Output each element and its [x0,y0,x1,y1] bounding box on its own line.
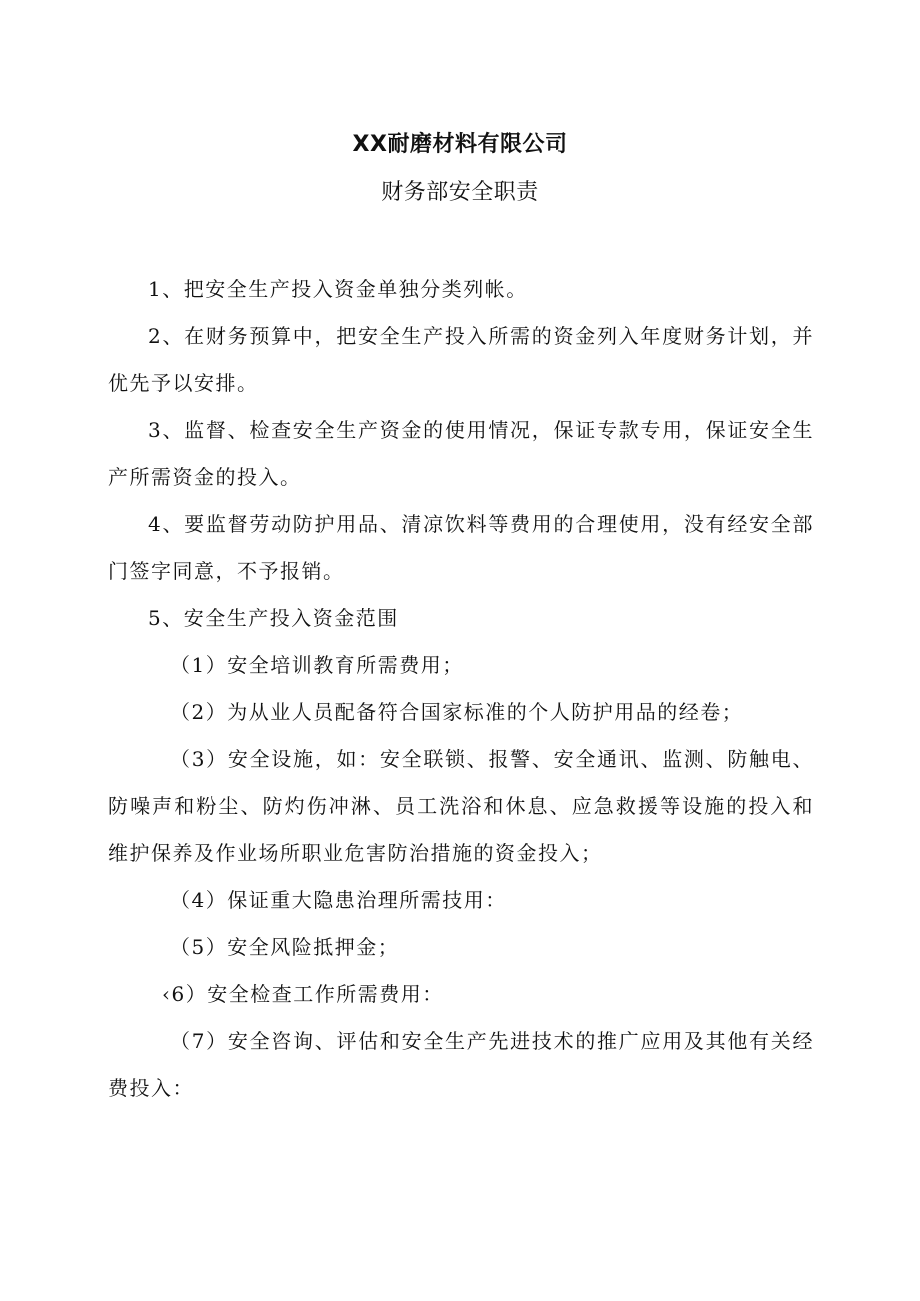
sub-item-2: （2）为从业人员配备符合国家标准的个人防护用品的经卷； [170,700,744,724]
item-2: 2、在财务预算中，把安全生产投入所需的资金列入年度财务计划，并优先予以安排。 [108,324,814,395]
sub-item-5: （5）安全风险抵押金； [170,935,400,959]
item-1: 1、把安全生产投入资金单独分类列帐。 [148,277,528,301]
document-title: 财务部安全职责 [381,180,539,205]
sub-item-7: （7）安全咨询、评估和安全生产先进技术的推广应用及其他有关经费投入： [108,1029,814,1100]
document-body [108,266,814,1112]
item-4: 4、要监督劳动防护用品、清凉饮料等费用的合理使用，没有经安全部门签字同意，不予报销。 [108,512,814,583]
sub-item-1: （1）安全培训教育所需费用； [170,653,464,677]
sub-item-3: （3）安全设施，如：安全联锁、报警、安全通讯、监测、防触电、防噪声和粉尘、防灼伤冲淋、员工洗浴和休息、应急救援等设施的投入和维护保养及作业场所职业危害防治措施的资金投入； [108,747,814,865]
company-name: XX耐磨材料有限公司 [352,132,568,157]
item-3: 3、监督、检查安全生产资金的使用情况，保证专款专用，保证安全生产所需资金的投入。 [108,418,814,489]
title-block [0,128,920,210]
item-5: 5、安全生产投入资金范围 [148,606,399,630]
sub-item-4: （4）保证重大隐患治理所需技用： [170,888,507,912]
sub-item-6: ‹6）安全检查工作所需费用： [162,982,444,1006]
